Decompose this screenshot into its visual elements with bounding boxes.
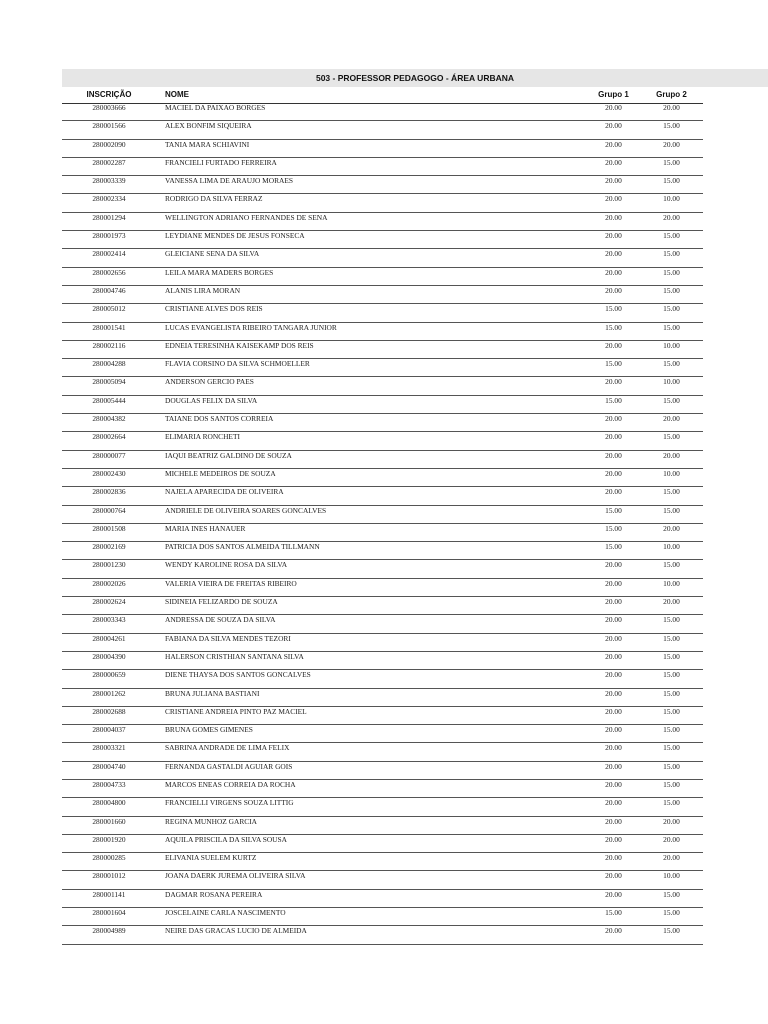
nome-cell: GLEICIANE SENA DA SILVA	[165, 249, 260, 259]
grupo1-cell: 15.00	[605, 359, 622, 369]
grupo1-cell: 20.00	[605, 432, 622, 442]
nome-cell: IAQUI BEATRIZ GALDINO DE SOUZA	[165, 450, 292, 460]
inscricao-cell: 280004746	[92, 285, 126, 295]
grupo1-cell: 15.00	[605, 523, 622, 533]
grupo2-cell: 15.00	[663, 121, 680, 131]
grupo2-cell: 15.00	[663, 761, 680, 771]
grupo2-cell: 15.00	[663, 651, 680, 661]
grupo1-cell: 20.00	[605, 487, 622, 497]
grupo2-cell: 15.00	[663, 798, 680, 808]
nome-cell: MACIEL DA PAIXAO BORGES	[165, 103, 266, 112]
results-table	[62, 103, 703, 945]
grupo2-cell: 15.00	[663, 359, 680, 369]
inscricao-cell: 280002090	[92, 139, 126, 149]
grupo2-cell: 20.00	[663, 139, 680, 149]
nome-cell: HALERSON CRISTHIAN SANTANA SILVA	[165, 651, 304, 661]
grupo2-cell: 15.00	[663, 706, 680, 716]
grupo2-cell: 15.00	[663, 322, 680, 332]
nome-cell: RODRIGO DA SILVA FERRAZ	[165, 194, 263, 204]
grupo1-cell: 15.00	[605, 395, 622, 405]
grupo1-cell: 20.00	[605, 450, 622, 460]
grupo2-cell: 15.00	[663, 432, 680, 442]
nome-cell: LEILA MARA MADERS BORGES	[165, 267, 274, 277]
document-title: 503 - PROFESSOR PEDAGOGO - ÁREA URBANA	[62, 69, 768, 87]
grupo2-cell: 15.00	[663, 725, 680, 735]
grupo1-cell: 20.00	[605, 103, 622, 112]
nome-cell: DAGMAR ROSANA PEREIRA	[165, 889, 263, 899]
header-grupo2: Grupo 2	[656, 90, 687, 99]
nome-cell: DIENE THAYSA DOS SANTOS GONCALVES	[165, 670, 311, 680]
grupo2-cell: 15.00	[663, 395, 680, 405]
grupo2-cell: 10.00	[663, 578, 680, 588]
nome-cell: FRANCIELLI VIRGENS SOUZA LITTIG	[165, 798, 294, 808]
grupo1-cell: 20.00	[605, 139, 622, 149]
grupo2-cell: 15.00	[663, 926, 680, 936]
grupo2-cell: 15.00	[663, 615, 680, 625]
inscricao-cell: 280005094	[92, 377, 126, 387]
grupo1-cell: 20.00	[605, 212, 622, 222]
inscricao-cell: 280002334	[92, 194, 126, 204]
grupo2-cell: 15.00	[663, 487, 680, 497]
grupo1-cell: 20.00	[605, 853, 622, 863]
header-nome: NOME	[165, 90, 189, 99]
grupo1-cell: 20.00	[605, 560, 622, 570]
grupo2-cell: 15.00	[663, 285, 680, 295]
grupo2-cell: 20.00	[663, 523, 680, 533]
grupo2-cell: 20.00	[663, 450, 680, 460]
grupo2-cell: 15.00	[663, 231, 680, 241]
grupo2-cell: 20.00	[663, 597, 680, 607]
inscricao-cell: 280004261	[92, 633, 126, 643]
grupo1-cell: 20.00	[605, 743, 622, 753]
inscricao-cell: 280001973	[92, 231, 126, 241]
nome-cell: MICHELE MEDEIROS DE SOUZA	[165, 468, 276, 478]
inscricao-cell: 280002287	[92, 157, 126, 167]
inscricao-cell: 280003666	[92, 103, 126, 112]
inscricao-cell: 280001294	[92, 212, 126, 222]
grupo1-cell: 20.00	[605, 597, 622, 607]
grupo1-cell: 15.00	[605, 542, 622, 552]
grupo2-cell: 15.00	[663, 633, 680, 643]
grupo2-cell: 10.00	[663, 468, 680, 478]
inscricao-cell: 280003339	[92, 176, 126, 186]
inscricao-cell: 280002664	[92, 432, 126, 442]
inscricao-cell: 280001012	[92, 871, 126, 881]
inscricao-cell: 280004740	[92, 761, 126, 771]
inscricao-cell: 280002116	[92, 340, 126, 350]
inscricao-cell: 280002688	[92, 706, 126, 716]
nome-cell: EDNEIA TERESINHA KAISEKAMP DOS REIS	[165, 340, 314, 350]
grupo1-cell: 20.00	[605, 633, 622, 643]
grupo2-cell: 15.00	[663, 779, 680, 789]
nome-cell: ALEX BONFIM SIQUEIRA	[165, 121, 252, 131]
grupo1-cell: 20.00	[605, 615, 622, 625]
grupo1-cell: 20.00	[605, 468, 622, 478]
grupo1-cell: 20.00	[605, 798, 622, 808]
grupo1-cell: 20.00	[605, 651, 622, 661]
nome-cell: LUCAS EVANGELISTA RIBEIRO TANGARA JUNIOR	[165, 322, 337, 332]
inscricao-cell: 280002414	[92, 249, 126, 259]
inscricao-cell: 280001541	[92, 322, 126, 332]
nome-cell: NEIRE DAS GRACAS LUCIO DE ALMEIDA	[165, 926, 307, 936]
grupo2-cell: 10.00	[663, 871, 680, 881]
inscricao-cell: 280004390	[92, 651, 126, 661]
grupo1-cell: 20.00	[605, 414, 622, 424]
grupo2-cell: 15.00	[663, 688, 680, 698]
grupo2-cell: 20.00	[663, 212, 680, 222]
grupo1-cell: 20.00	[605, 889, 622, 899]
nome-cell: ANDRESSA DE SOUZA DA SILVA	[165, 615, 276, 625]
nome-cell: JOSCELAINE CARLA NASCIMENTO	[165, 908, 286, 918]
nome-cell: AQUILA PRISCILA DA SILVA SOUSA	[165, 834, 287, 844]
grupo1-cell: 20.00	[605, 706, 622, 716]
inscricao-cell: 280001262	[92, 688, 126, 698]
grupo2-cell: 15.00	[663, 889, 680, 899]
inscricao-cell: 280004037	[92, 725, 126, 735]
grupo2-cell: 20.00	[663, 103, 680, 112]
grupo2-cell: 15.00	[663, 560, 680, 570]
grupo1-cell: 20.00	[605, 578, 622, 588]
grupo2-cell: 15.00	[663, 304, 680, 314]
grupo1-cell: 20.00	[605, 249, 622, 259]
inscricao-cell: 280004382	[92, 414, 126, 424]
inscricao-cell: 280002026	[92, 578, 126, 588]
inscricao-cell: 280003321	[92, 743, 126, 753]
nome-cell: FRANCIELI FURTADO FERREIRA	[165, 157, 277, 167]
nome-cell: TANIA MARA SCHIAVINI	[165, 139, 250, 149]
grupo1-cell: 20.00	[605, 779, 622, 789]
inscricao-cell: 280000285	[92, 853, 126, 863]
grupo1-cell: 20.00	[605, 670, 622, 680]
grupo1-cell: 20.00	[605, 194, 622, 204]
grupo1-cell: 20.00	[605, 231, 622, 241]
inscricao-cell: 280003343	[92, 615, 126, 625]
nome-cell: FABIANA DA SILVA MENDES TEZORI	[165, 633, 291, 643]
nome-cell: ELIMARIA RONCHETI	[165, 432, 240, 442]
nome-cell: SABRINA ANDRADE DE LIMA FELIX	[165, 743, 290, 753]
inscricao-cell: 280001508	[92, 523, 126, 533]
grupo1-cell: 15.00	[605, 505, 622, 515]
table-row	[62, 926, 703, 944]
nome-cell: NAJELA APARECIDA DE OLIVEIRA	[165, 487, 284, 497]
nome-cell: ANDERSON GERCIO PAES	[165, 377, 254, 387]
grupo1-cell: 15.00	[605, 304, 622, 314]
nome-cell: BRUNA GOMES GIMENES	[165, 725, 253, 735]
nome-cell: WENDY KAROLINE ROSA DA SILVA	[165, 560, 288, 570]
inscricao-cell: 280001604	[92, 908, 126, 918]
inscricao-cell: 280000764	[92, 505, 126, 515]
nome-cell: JOANA DAERK JUREMA OLIVEIRA SILVA	[165, 871, 306, 881]
inscricao-cell: 280001920	[92, 834, 126, 844]
nome-cell: VALERIA VIEIRA DE FREITAS RIBEIRO	[165, 578, 297, 588]
grupo2-cell: 10.00	[663, 542, 680, 552]
grupo1-cell: 20.00	[605, 926, 622, 936]
grupo2-cell: 20.00	[663, 816, 680, 826]
inscricao-cell: 280001230	[92, 560, 126, 570]
inscricao-cell: 280002430	[92, 468, 126, 478]
inscricao-cell: 280000659	[92, 670, 126, 680]
grupo1-cell: 15.00	[605, 322, 622, 332]
inscricao-cell: 280001141	[92, 889, 126, 899]
grupo1-cell: 20.00	[605, 267, 622, 277]
grupo2-cell: 20.00	[663, 834, 680, 844]
grupo2-cell: 15.00	[663, 176, 680, 186]
grupo1-cell: 20.00	[605, 157, 622, 167]
grupo1-cell: 20.00	[605, 816, 622, 826]
grupo2-cell: 10.00	[663, 340, 680, 350]
grupo2-cell: 20.00	[663, 853, 680, 863]
inscricao-cell: 280004288	[92, 359, 126, 369]
grupo1-cell: 20.00	[605, 176, 622, 186]
nome-cell: FERNANDA GASTALDI AGUIAR GOIS	[165, 761, 293, 771]
inscricao-cell: 280005444	[92, 395, 126, 405]
nome-cell: BRUNA JULIANA BASTIANI	[165, 688, 260, 698]
inscricao-cell: 280004989	[92, 926, 126, 936]
inscricao-cell: 280002836	[92, 487, 126, 497]
nome-cell: ELIVANIA SUELEM KURTZ	[165, 853, 257, 863]
grupo1-cell: 15.00	[605, 908, 622, 918]
nome-cell: MARIA INES HANAUER	[165, 523, 246, 533]
grupo2-cell: 10.00	[663, 377, 680, 387]
grupo2-cell: 15.00	[663, 908, 680, 918]
nome-cell: VANESSA LIMA DE ARAUJO MORAES	[165, 176, 293, 186]
grupo2-cell: 10.00	[663, 194, 680, 204]
nome-cell: WELLINGTON ADRIANO FERNANDES DE SENA	[165, 212, 328, 222]
inscricao-cell: 280002624	[92, 597, 126, 607]
inscricao-cell: 280005012	[92, 304, 126, 314]
header-grupo1: Grupo 1	[598, 90, 629, 99]
grupo1-cell: 20.00	[605, 285, 622, 295]
inscricao-cell: 280001660	[92, 816, 126, 826]
grupo2-cell: 20.00	[663, 414, 680, 424]
grupo2-cell: 15.00	[663, 267, 680, 277]
nome-cell: MARCOS ENEAS CORREIA DA ROCHA	[165, 779, 296, 789]
grupo1-cell: 20.00	[605, 871, 622, 881]
nome-cell: CRISTIANE ANDREIA PINTO PAZ MACIEL	[165, 706, 307, 716]
inscricao-cell: 280002656	[92, 267, 126, 277]
grupo1-cell: 20.00	[605, 834, 622, 844]
inscricao-cell: 280002169	[92, 542, 126, 552]
grupo2-cell: 15.00	[663, 743, 680, 753]
nome-cell: CRISTIANE ALVES DOS REIS	[165, 304, 263, 314]
grupo1-cell: 20.00	[605, 688, 622, 698]
grupo1-cell: 20.00	[605, 725, 622, 735]
nome-cell: SIDINEIA FELIZARDO DE SOUZA	[165, 597, 278, 607]
header-inscricao: INSCRIÇÃO	[86, 90, 132, 99]
grupo2-cell: 15.00	[663, 157, 680, 167]
inscricao-cell: 280001566	[92, 121, 126, 131]
grupo1-cell: 20.00	[605, 377, 622, 387]
inscricao-cell: 280004800	[92, 798, 126, 808]
grupo2-cell: 15.00	[663, 505, 680, 515]
grupo2-cell: 15.00	[663, 670, 680, 680]
grupo1-cell: 20.00	[605, 121, 622, 131]
inscricao-cell: 280004733	[92, 779, 126, 789]
nome-cell: FLAVIA CORSINO DA SILVA SCHMOELLER	[165, 359, 310, 369]
nome-cell: PATRICIA DOS SANTOS ALMEIDA TILLMANN	[165, 542, 320, 552]
nome-cell: TAIANE DOS SANTOS CORREIA	[165, 414, 274, 424]
nome-cell: REGINA MUNHOZ GARCIA	[165, 816, 257, 826]
grupo1-cell: 20.00	[605, 761, 622, 771]
inscricao-cell: 280000077	[92, 450, 126, 460]
nome-cell: DOUGLAS FELIX DA SILVA	[165, 395, 258, 405]
nome-cell: LEYDIANE MENDES DE JESUS FONSECA	[165, 231, 305, 241]
grupo2-cell: 15.00	[663, 249, 680, 259]
nome-cell: ANDRIELE DE OLIVEIRA SOARES GONCALVES	[165, 505, 327, 515]
nome-cell: ALANIS LIRA MORAN	[165, 285, 241, 295]
grupo1-cell: 20.00	[605, 340, 622, 350]
